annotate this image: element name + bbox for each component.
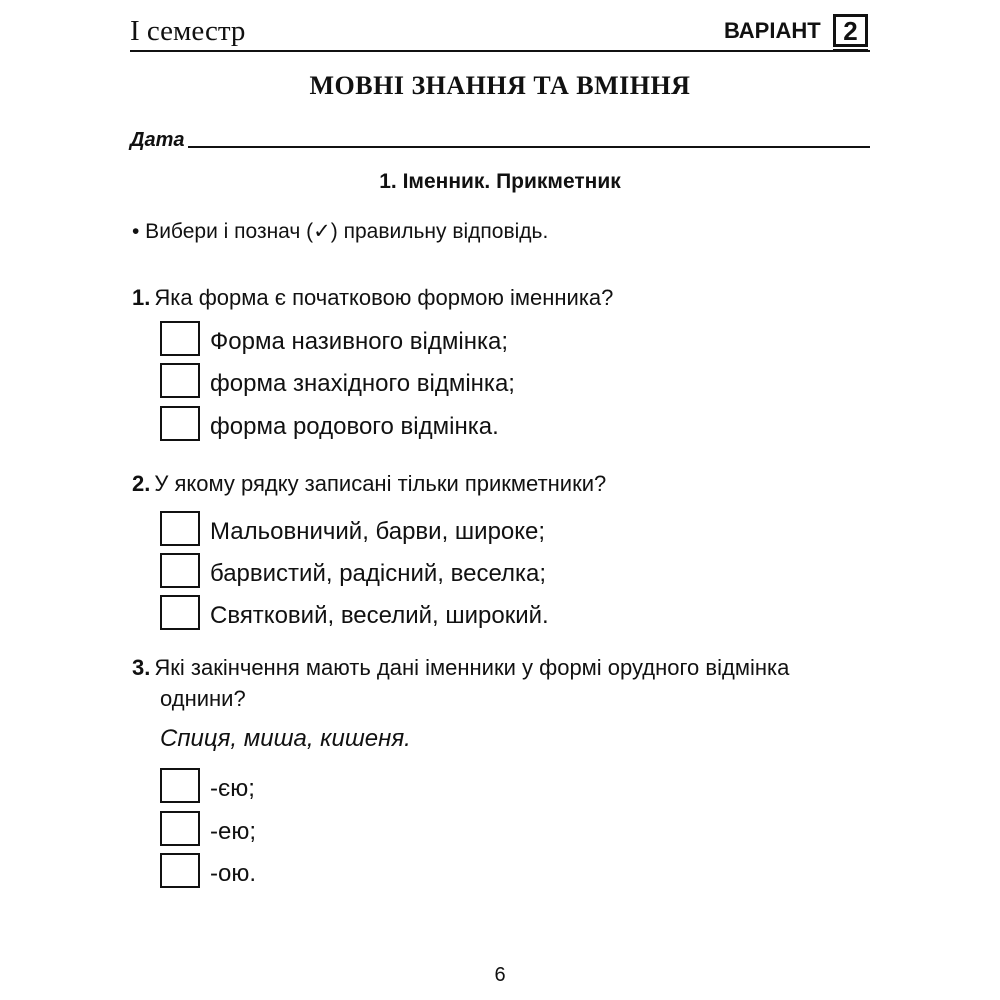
option-label: Форма називного відмінка; bbox=[210, 328, 509, 355]
option-label: -єю; bbox=[210, 775, 255, 802]
answer-checkbox[interactable] bbox=[160, 406, 200, 441]
answer-checkbox[interactable] bbox=[160, 595, 200, 630]
question-text: Які закінчення мають дані іменники у формі орудного відмінка bbox=[154, 655, 790, 680]
question-3-continuation: однини? bbox=[160, 686, 246, 711]
answer-checkbox[interactable] bbox=[160, 553, 200, 588]
page-title: МОВНІ ЗНАННЯ ТА ВМІННЯ bbox=[309, 71, 691, 100]
question-1 bbox=[132, 283, 613, 313]
answer-checkbox[interactable] bbox=[160, 321, 200, 356]
q2-option-1[interactable] bbox=[160, 508, 545, 548]
question-number: 3. bbox=[132, 655, 151, 680]
question-2 bbox=[132, 469, 606, 499]
answer-checkbox[interactable] bbox=[160, 811, 200, 846]
option-label: Святковий, веселий, широкий. bbox=[210, 602, 549, 629]
semester-label: І семестр bbox=[130, 15, 246, 47]
question-text: Яка форма є початковою формою іменника? bbox=[154, 285, 614, 310]
answer-checkbox[interactable] bbox=[160, 768, 200, 803]
question-3 bbox=[132, 653, 789, 683]
q3-option-1[interactable] bbox=[160, 765, 255, 805]
option-label: Мальовничий, барви, широке; bbox=[210, 518, 546, 545]
q2-option-2[interactable] bbox=[160, 550, 546, 590]
option-label: форма родового відмінка. bbox=[210, 413, 499, 440]
question-number: 1. bbox=[132, 285, 151, 310]
answer-checkbox[interactable] bbox=[160, 363, 200, 398]
header-divider bbox=[130, 50, 870, 52]
q3-option-3[interactable] bbox=[160, 850, 256, 890]
date-input-line[interactable] bbox=[188, 146, 870, 148]
option-label: -ею; bbox=[210, 818, 257, 845]
instruction-text: • Вибери і познач (✓) правильну відповідь. bbox=[132, 220, 549, 243]
question-number: 2. bbox=[132, 471, 151, 496]
answer-checkbox[interactable] bbox=[160, 511, 200, 546]
q1-option-2[interactable] bbox=[160, 360, 515, 400]
option-label: форма знахідного відмінка; bbox=[210, 370, 515, 397]
q2-option-3[interactable] bbox=[160, 592, 549, 632]
variant-number-badge: 2 bbox=[833, 14, 868, 47]
option-label: барвистий, радісний, веселка; bbox=[210, 560, 547, 587]
option-label: -ою. bbox=[210, 860, 257, 887]
section-title: 1. Іменник. Прикметник bbox=[379, 170, 621, 193]
page-number: 6 bbox=[494, 964, 506, 986]
question-text: У якому рядку записані тільки прикметники? bbox=[154, 471, 607, 496]
q3-option-2[interactable] bbox=[160, 808, 256, 848]
q1-option-1[interactable] bbox=[160, 318, 508, 358]
date-label: Дата bbox=[130, 129, 185, 151]
answer-checkbox[interactable] bbox=[160, 853, 200, 888]
q1-option-3[interactable] bbox=[160, 403, 499, 443]
variant-label: ВАРІАНТ bbox=[724, 18, 821, 43]
question-3-words: Спиця, миша, кишеня. bbox=[160, 725, 411, 752]
